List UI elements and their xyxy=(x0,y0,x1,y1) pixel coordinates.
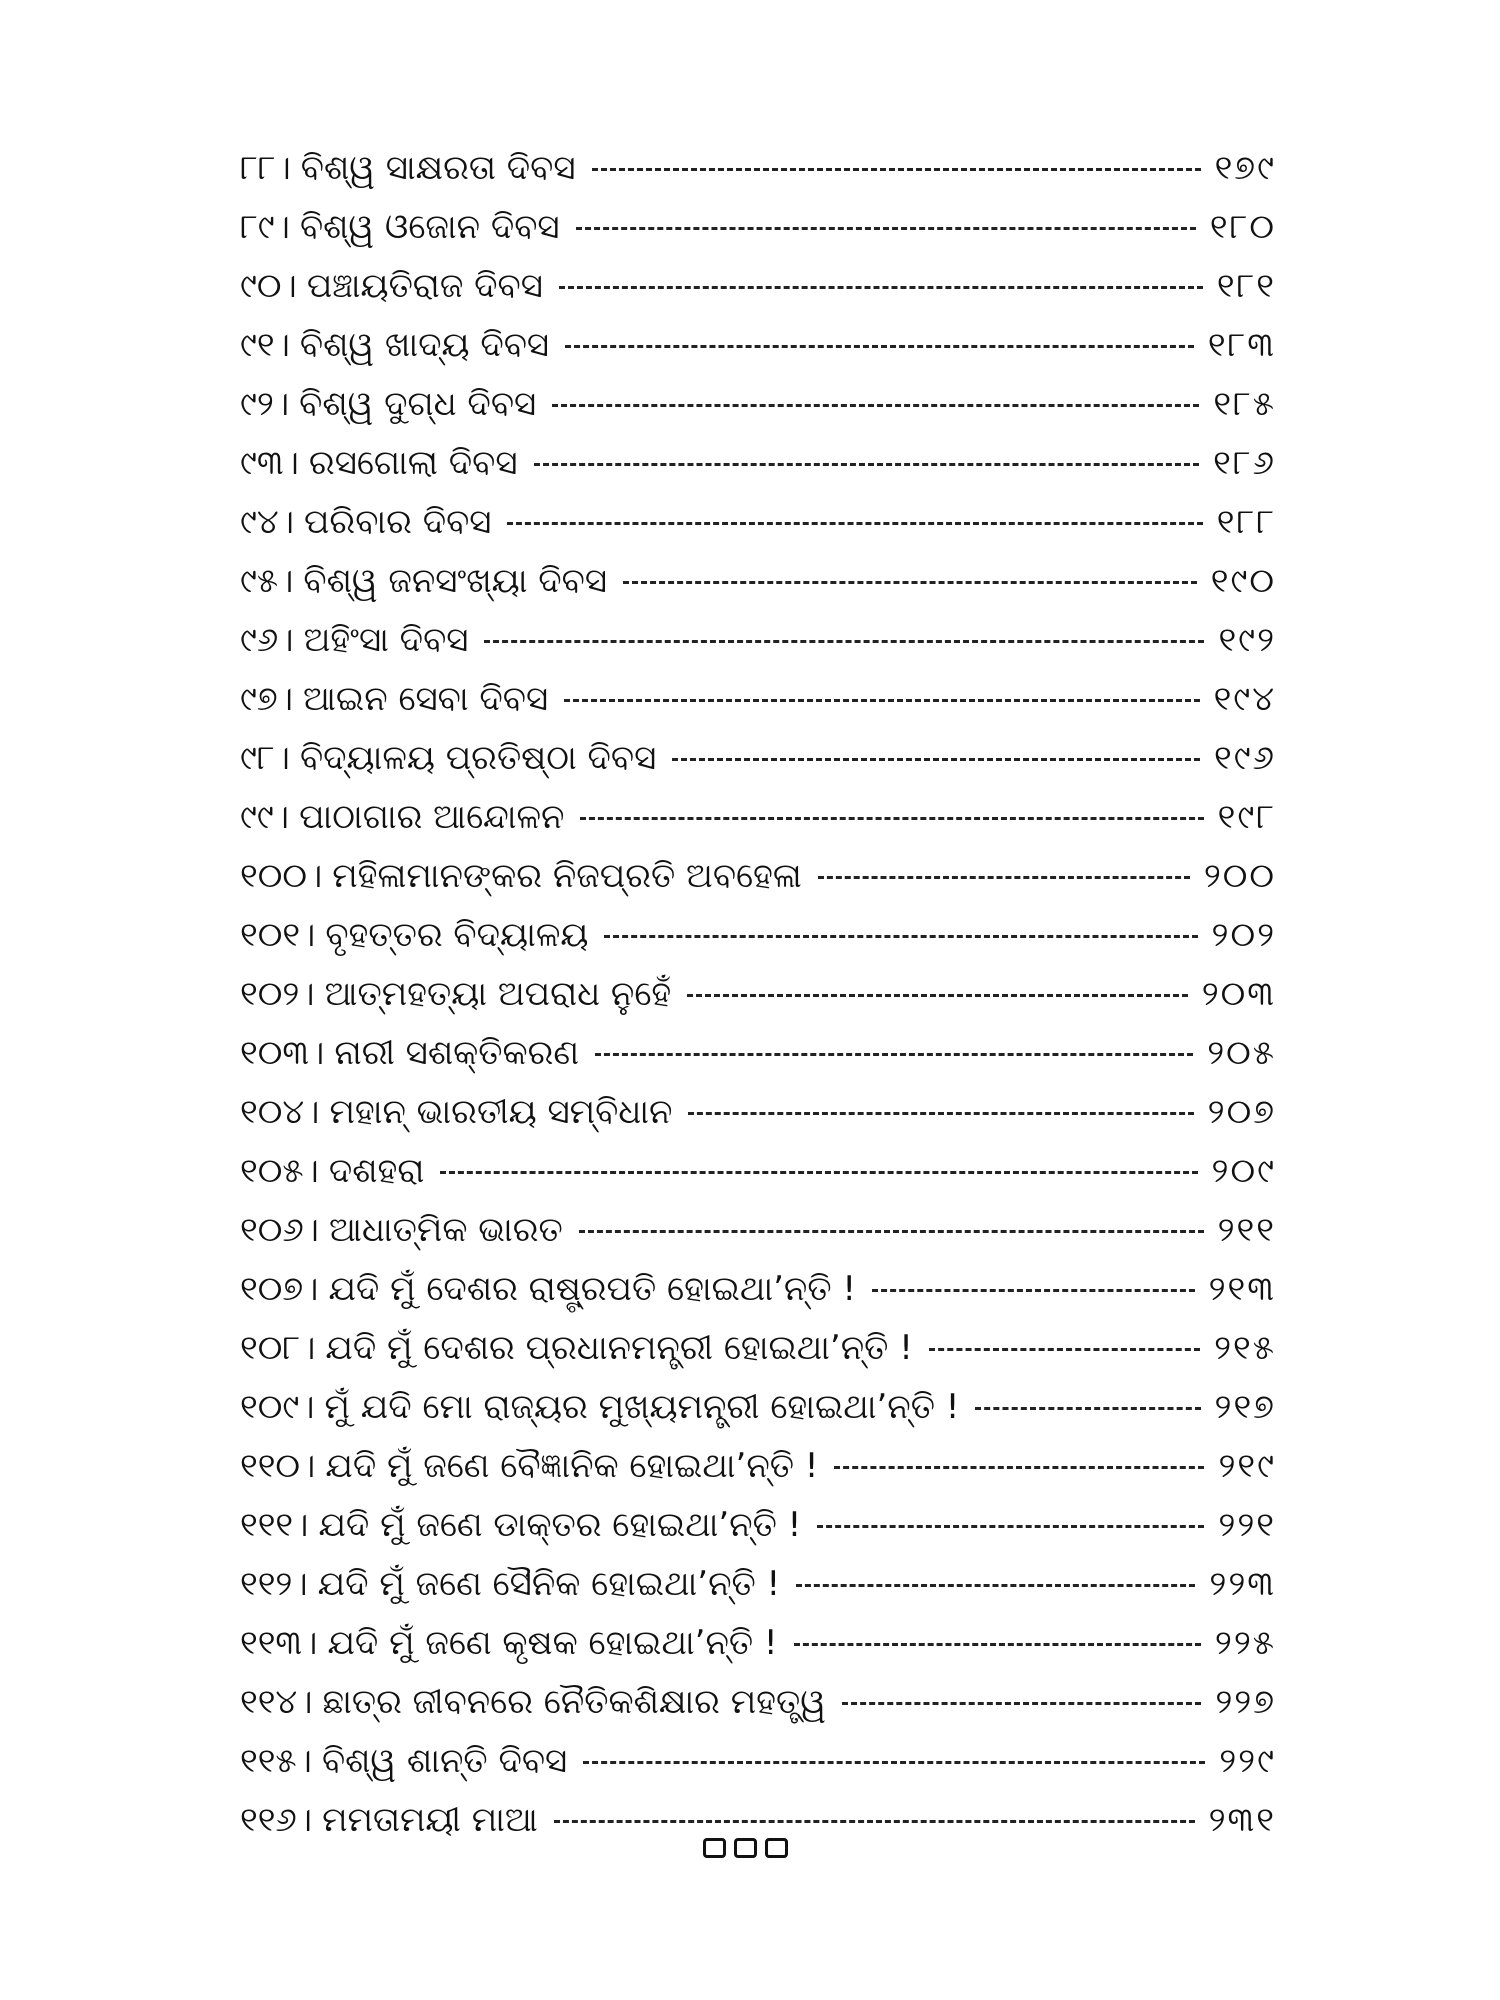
entry-page-number: ୨୨୭ xyxy=(1215,1681,1276,1722)
entry-title: ଦଶହରା xyxy=(328,1150,425,1191)
entry-number: ୧୧୬। xyxy=(240,1799,313,1840)
dash-leader xyxy=(817,1525,1204,1528)
ornament-square-icon xyxy=(765,1838,788,1858)
toc-entry xyxy=(240,1200,1276,1259)
dash-leader xyxy=(687,994,1188,997)
dash-leader xyxy=(534,463,1200,466)
toc-entry xyxy=(240,492,1276,551)
entry-number: ୯୬। xyxy=(240,619,294,660)
entry-title: ବିଶ୍ୱ ଖାଦ୍ୟ ଦିବସ xyxy=(299,324,550,365)
entry-number: ୯୧। xyxy=(240,324,290,365)
entry-title: ବିଶ୍ୱ ଶାନ୍ତି ଦିବସ xyxy=(321,1740,568,1781)
entry-page-number: ୧୮୫ xyxy=(1213,383,1276,424)
dash-leader xyxy=(565,345,1194,348)
entry-title: ପାଠାଗାର ଆନ୍ଦୋଳନ xyxy=(299,796,565,837)
toc-entry xyxy=(240,846,1276,905)
entry-title: ଯଦି ମୁଁ ଦେଶର ପ୍ରଧାନମନ୍ତ୍ରୀ ହୋଇଥା’ନ୍ତି ! xyxy=(325,1327,913,1368)
dash-leader xyxy=(579,1230,1204,1233)
entry-number: ୯୯। xyxy=(240,796,290,837)
entry-page-number: ୨୦୩ xyxy=(1201,973,1276,1014)
dash-leader xyxy=(554,1820,1195,1823)
toc-entry xyxy=(240,1731,1276,1790)
entry-title: ନାରୀ ସଶକ୍ତିକରଣ xyxy=(334,1032,580,1073)
dash-leader xyxy=(583,1761,1205,1764)
entry-number: ୧୧୪। xyxy=(240,1681,313,1722)
dash-leader xyxy=(592,168,1201,171)
entry-page-number: ୨୧୭ xyxy=(1214,1386,1276,1427)
dash-leader xyxy=(440,1171,1197,1174)
entry-page-number: ୨୦୯ xyxy=(1211,1150,1276,1191)
entry-page-number: ୨୦୨ xyxy=(1211,914,1276,955)
dash-leader xyxy=(623,581,1197,584)
dash-leader xyxy=(559,286,1203,289)
toc-entry xyxy=(240,1436,1276,1495)
entry-page-number: ୧୭୯ xyxy=(1214,147,1276,188)
entry-page-number: ୨୧୩ xyxy=(1208,1268,1276,1309)
entry-number: ୧୧୨। xyxy=(240,1563,308,1604)
entry-title: ବିଦ୍ୟାଳୟ ପ୍ରତିଷ୍ଠା ଦିବସ xyxy=(299,737,657,778)
ornament-square-icon xyxy=(703,1838,726,1858)
toc-entry xyxy=(240,1495,1276,1554)
entry-title: ଅହିଂସା ଦିବସ xyxy=(303,619,469,660)
entry-title: ଯଦି ମୁଁ ଜଣେ ଡାକ୍ତର ହୋଇଥା’ନ୍ତି ! xyxy=(318,1504,802,1545)
entry-title: ବିଶ୍ୱ ଜନସଂଖ୍ୟା ଦିବସ xyxy=(303,560,607,601)
entry-number: ୯୪। xyxy=(240,501,294,542)
entry-title: ବିଶ୍ୱ ଓଜୋନ ଦିବସ xyxy=(299,206,560,247)
entry-page-number: ୨୨୯ xyxy=(1219,1740,1276,1781)
entry-page-number: ୨୧୧ xyxy=(1217,1209,1276,1250)
entry-number: ୯୨। xyxy=(240,383,290,424)
dash-leader xyxy=(576,227,1196,230)
dash-leader xyxy=(552,404,1199,407)
toc-entry xyxy=(240,138,1276,197)
entry-title: ମହାନ୍ ଭାରତୀୟ ସମ୍ବିଧାନ xyxy=(329,1091,673,1132)
dash-leader xyxy=(595,1053,1193,1056)
dash-leader xyxy=(604,935,1197,938)
entry-number: ୧୦୭। xyxy=(240,1268,319,1309)
toc-entry xyxy=(240,1141,1276,1200)
dash-leader xyxy=(842,1702,1201,1705)
entry-page-number: ୨୨୩ xyxy=(1209,1563,1276,1604)
entry-title: ବିଶ୍ୱ ସାକ୍ଷରତା ଦିବସ xyxy=(300,147,576,188)
toc-entry xyxy=(240,315,1276,374)
dash-leader xyxy=(507,522,1202,525)
toc-entry xyxy=(240,1082,1276,1141)
dash-leader xyxy=(484,640,1204,643)
entry-number: ୯୮। xyxy=(240,737,290,778)
entry-page-number: ୧୯୬ xyxy=(1214,737,1276,778)
toc-entry xyxy=(240,433,1276,492)
entry-page-number: ୨୦୫ xyxy=(1207,1032,1276,1073)
entry-title: ପରିବାର ଦିବସ xyxy=(304,501,492,542)
entry-page-number: ୧୯୦ xyxy=(1210,560,1276,601)
entry-page-number: ୨୩୧ xyxy=(1208,1799,1276,1840)
dash-leader xyxy=(834,1466,1204,1469)
entry-page-number: ୨୨୧ xyxy=(1218,1504,1276,1545)
toc-entry xyxy=(240,787,1276,846)
entry-title: ଯଦି ମୁଁ ଜଣେ ସୈନିକ ହୋଇଥା’ନ୍ତି ! xyxy=(317,1563,781,1604)
entry-title: ଛାତ୍ର ଜୀବନରେ ନୈତିକଶିକ୍ଷାର ମହତ୍ତ୍ୱ xyxy=(322,1681,826,1722)
entry-page-number: ୨୨୫ xyxy=(1214,1622,1276,1663)
dash-leader xyxy=(975,1407,1200,1410)
toc-entry xyxy=(240,1672,1276,1731)
toc-entry xyxy=(240,551,1276,610)
dash-leader xyxy=(929,1348,1200,1351)
dash-leader xyxy=(872,1289,1195,1292)
entry-page-number: ୧୯୨ xyxy=(1218,619,1276,660)
entry-title: ଆଇନ ସେବା ଦିବସ xyxy=(303,678,549,719)
toc-entry xyxy=(240,374,1276,433)
dash-leader xyxy=(688,1112,1193,1115)
toc-entry xyxy=(240,1318,1276,1377)
dash-leader xyxy=(580,817,1203,820)
entry-title: ଯଦି ମୁଁ ଜଣେ କୃଷକ ହୋଇଥା’ନ୍ତି ! xyxy=(327,1622,778,1663)
entry-number: ୧୧୦। xyxy=(240,1445,316,1486)
entry-title: ଯଦି ମୁଁ ଜଣେ ବୈଜ୍ଞାନିକ ହୋଇଥା’ନ୍ତି ! xyxy=(325,1445,819,1486)
dash-leader xyxy=(796,1584,1195,1587)
entry-number: ୧୧୩। xyxy=(240,1622,318,1663)
table-of-contents xyxy=(240,138,1276,1849)
entry-page-number: ୧୯୮ xyxy=(1217,796,1276,837)
entry-number: ୧୦୨। xyxy=(240,973,315,1014)
entry-title: ବୃହତ୍ତର ବିଦ୍ୟାଳୟ xyxy=(325,914,589,955)
entry-title: ମୁଁ ଯଦି ମୋ ରାଜ୍ୟର ମୁଖ୍ୟମନ୍ତ୍ରୀ ହୋଇଥା’ନ୍ତି ! xyxy=(324,1386,960,1427)
entry-page-number: ୨୧୯ xyxy=(1218,1445,1276,1486)
entry-page-number: ୨୦୦ xyxy=(1203,855,1276,896)
entry-title: ବିଶ୍ୱ ଦୁଗ୍ଧ ଦିବସ xyxy=(299,383,537,424)
toc-entry xyxy=(240,905,1276,964)
toc-entry xyxy=(240,1023,1276,1082)
toc-entry xyxy=(240,197,1276,256)
toc-entry xyxy=(240,728,1276,787)
entry-number: ୯୩। xyxy=(240,442,299,483)
toc-entry xyxy=(240,1554,1276,1613)
entry-page-number: ୧୮୦ xyxy=(1209,206,1276,247)
entry-number: ୮୯। xyxy=(240,206,290,247)
entry-number: ୧୦୯। xyxy=(240,1386,315,1427)
entry-number: ୧୦୪। xyxy=(240,1091,320,1132)
entry-number: ୯୦। xyxy=(240,265,297,306)
ornament-square-icon xyxy=(734,1838,757,1858)
toc-entry xyxy=(240,1613,1276,1672)
entry-number: ୧୦୧। xyxy=(240,914,316,955)
entry-title: ମମତାମୟୀ ମାଆ xyxy=(322,1799,538,1840)
toc-entry xyxy=(240,256,1276,315)
entry-number: ୧୦୮। xyxy=(240,1327,316,1368)
entry-number: ୧୦୬। xyxy=(240,1209,319,1250)
entry-page-number: ୨୦୭ xyxy=(1207,1091,1276,1132)
entry-number: ୯୭। xyxy=(240,678,294,719)
entry-title: ଆଧାତ୍ମିକ ଭାରତ xyxy=(328,1209,563,1250)
entry-page-number: ୨୧୫ xyxy=(1214,1327,1276,1368)
entry-title: ଆତ୍ମହତ୍ୟା ଅପରାଧ ନୁହେଁ xyxy=(324,973,672,1014)
entry-number: ୧୦୫। xyxy=(240,1150,319,1191)
entry-page-number: ୧୮୩ xyxy=(1207,324,1276,365)
dash-leader xyxy=(818,876,1190,879)
entry-page-number: ୧୯୪ xyxy=(1213,678,1276,719)
entry-title: ଯଦି ମୁଁ ଦେଶର ରାଷ୍ଟ୍ରପତି ହୋଇଥା’ନ୍ତି ! xyxy=(328,1268,857,1309)
entry-page-number: ୧୮୮ xyxy=(1216,501,1276,542)
entry-page-number: ୧୮୬ xyxy=(1213,442,1276,483)
toc-entry xyxy=(240,610,1276,669)
entry-number: ୮୮। xyxy=(240,147,291,188)
dash-leader xyxy=(794,1643,1201,1646)
toc-entry xyxy=(240,1259,1276,1318)
entry-number: ୧୦୩। xyxy=(240,1032,325,1073)
entry-number: ୧୦୦। xyxy=(240,855,323,896)
entry-title: ରସଗୋଲା ଦିବସ xyxy=(308,442,518,483)
entry-number: ୧୧୫। xyxy=(240,1740,312,1781)
entry-title: ମହିଳାମାନଙ୍କର ନିଜପ୍ରତି ଅବହେଳା xyxy=(332,855,802,896)
entry-number: ୧୧୧। xyxy=(240,1504,309,1545)
toc-entry xyxy=(240,1377,1276,1436)
end-ornament-icon xyxy=(703,1838,788,1858)
entry-number: ୯୫। xyxy=(240,560,294,601)
toc-entry xyxy=(240,669,1276,728)
entry-title: ପଞ୍ଚାୟତିରାଜ ଦିବସ xyxy=(306,265,543,306)
dash-leader xyxy=(672,758,1200,761)
entry-page-number: ୧୮୧ xyxy=(1216,265,1276,306)
toc-entry xyxy=(240,964,1276,1023)
dash-leader xyxy=(564,699,1199,702)
